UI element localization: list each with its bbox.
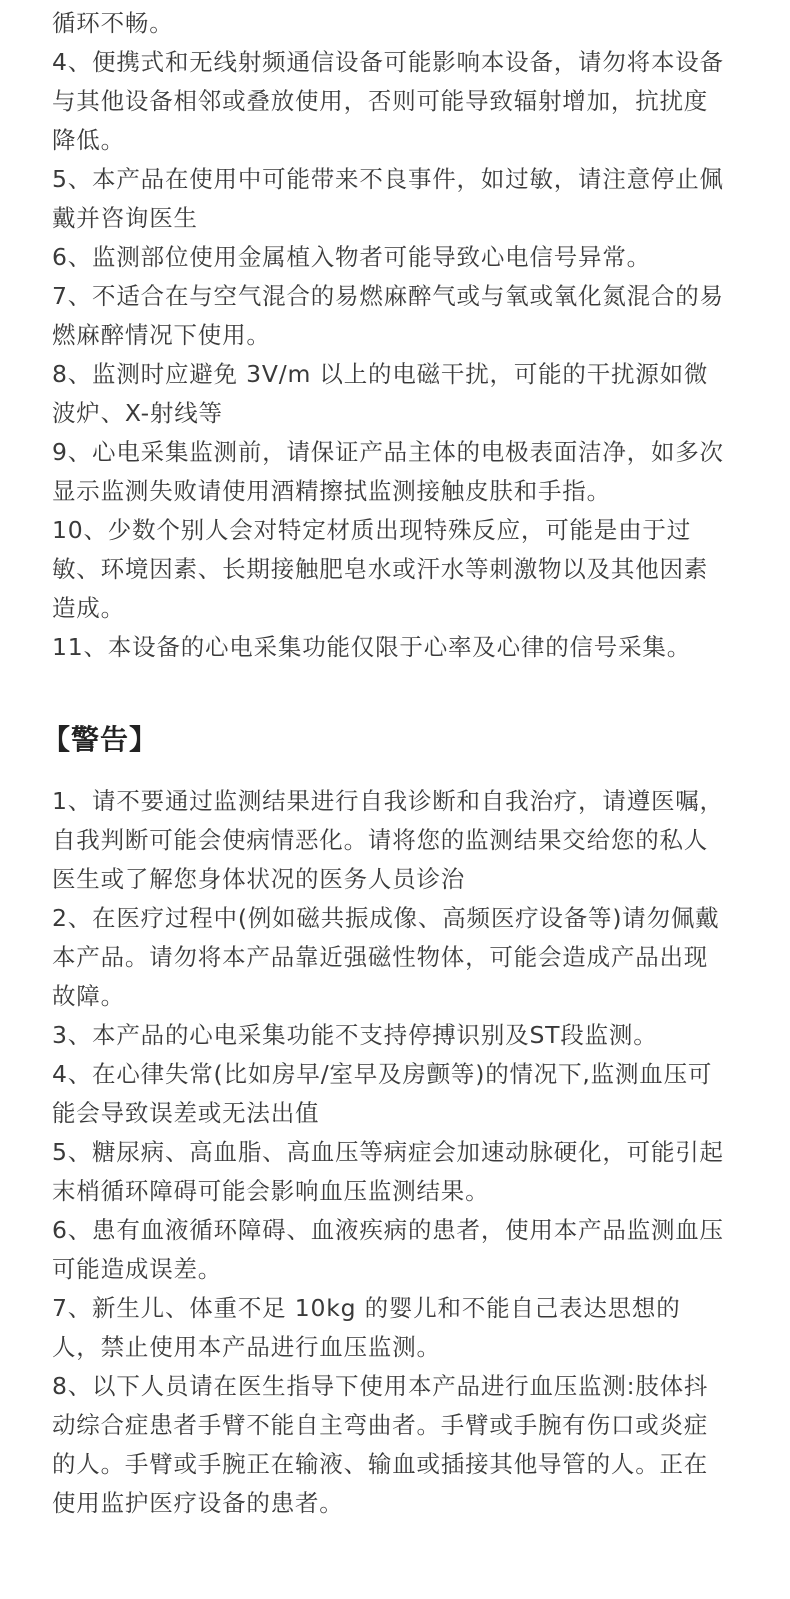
warning-item-2: 2、在医疗过程中(例如磁共振成像、高频医疗设备等)请勿佩戴本产品。请勿将本产品靠近强磁性物体，可能会造成产品出现故障。 — [52, 904, 720, 1010]
warning-item-5: 5、糖尿病、高血脂、高血压等病症会加速动脉硬化，可能引起末梢循环障碍可能会影响血压监测结果。 — [52, 1138, 724, 1205]
precaution-item-10: 10、少数个别人会对特定材质出现特殊反应，可能是由于过敏、环境因素、长期接触肥皂水或汗水等刺激物以及其他因素造成。 — [52, 516, 709, 622]
precaution-item-11: 11、本设备的心电采集功能仅限于心率及心律的信号采集。 — [52, 633, 692, 661]
precaution-item-continuation: 循环不畅。 — [52, 9, 174, 37]
warning-item-1: 1、请不要通过监测结果进行自我诊断和自我治疗，请遵医嘱，自我判断可能会使病情恶化。请将您的监测结果交给您的私人医生或了解您身体状况的医务人员诊治 — [52, 787, 724, 893]
precaution-item-5: 5、本产品在使用中可能带来不良事件，如过敏，请注意停止佩戴并咨询医生 — [52, 165, 724, 232]
precaution-item-9: 9、心电采集监测前，请保证产品主体的电极表面洁净，如多次显示监测失败请使用酒精擦拭监测接触皮肤和手指。 — [52, 438, 724, 505]
warning-item-8: 8、以下人员请在医生指导下使用本产品进行血压监测:肢体抖动综合症患者手臂不能自主弯曲者。手臂或手腕有伤口或炎症的人。手臂或手腕正在输液、输血或插接其他导管的人。正在使用监护医疗设备的患者。 — [52, 1372, 709, 1517]
warning-item-6: 6、患有血液循环障碍、血液疾病的患者，使用本产品监测血压可能造成误差。 — [52, 1216, 724, 1283]
precaution-item-7: 7、不适合在与空气混合的易燃麻醉气或与氧或氧化氮混合的易燃麻醉情况下使用。 — [52, 282, 724, 349]
warning-item-7: 7、新生儿、体重不足 10kg 的婴儿和不能自己表达思想的人，禁止使用本产品进行血压监测。 — [52, 1294, 681, 1361]
warning-item-4: 4、在心律失常(比如房早/室早及房颤等)的情况下,监测血压可能会导致误差或无法出值 — [52, 1060, 713, 1127]
precaution-item-6: 6、监测部位使用金属植入物者可能导致心电信号异常。 — [52, 243, 651, 271]
warning-item-3: 3、本产品的心电采集功能不支持停搏识别及ST段监测。 — [52, 1021, 658, 1049]
warning-heading: 【警告】 — [42, 723, 159, 756]
precaution-item-4: 4、便携式和无线射频通信设备可能影响本设备，请勿将本设备与其他设备相邻或叠放使用，否则可能导致辐射增加，抗扰度降低。 — [52, 48, 724, 154]
precaution-item-8: 8、监测时应避免 3V/m 以上的电磁干扰，可能的干扰源如微波炉、X-射线等 — [52, 360, 709, 427]
